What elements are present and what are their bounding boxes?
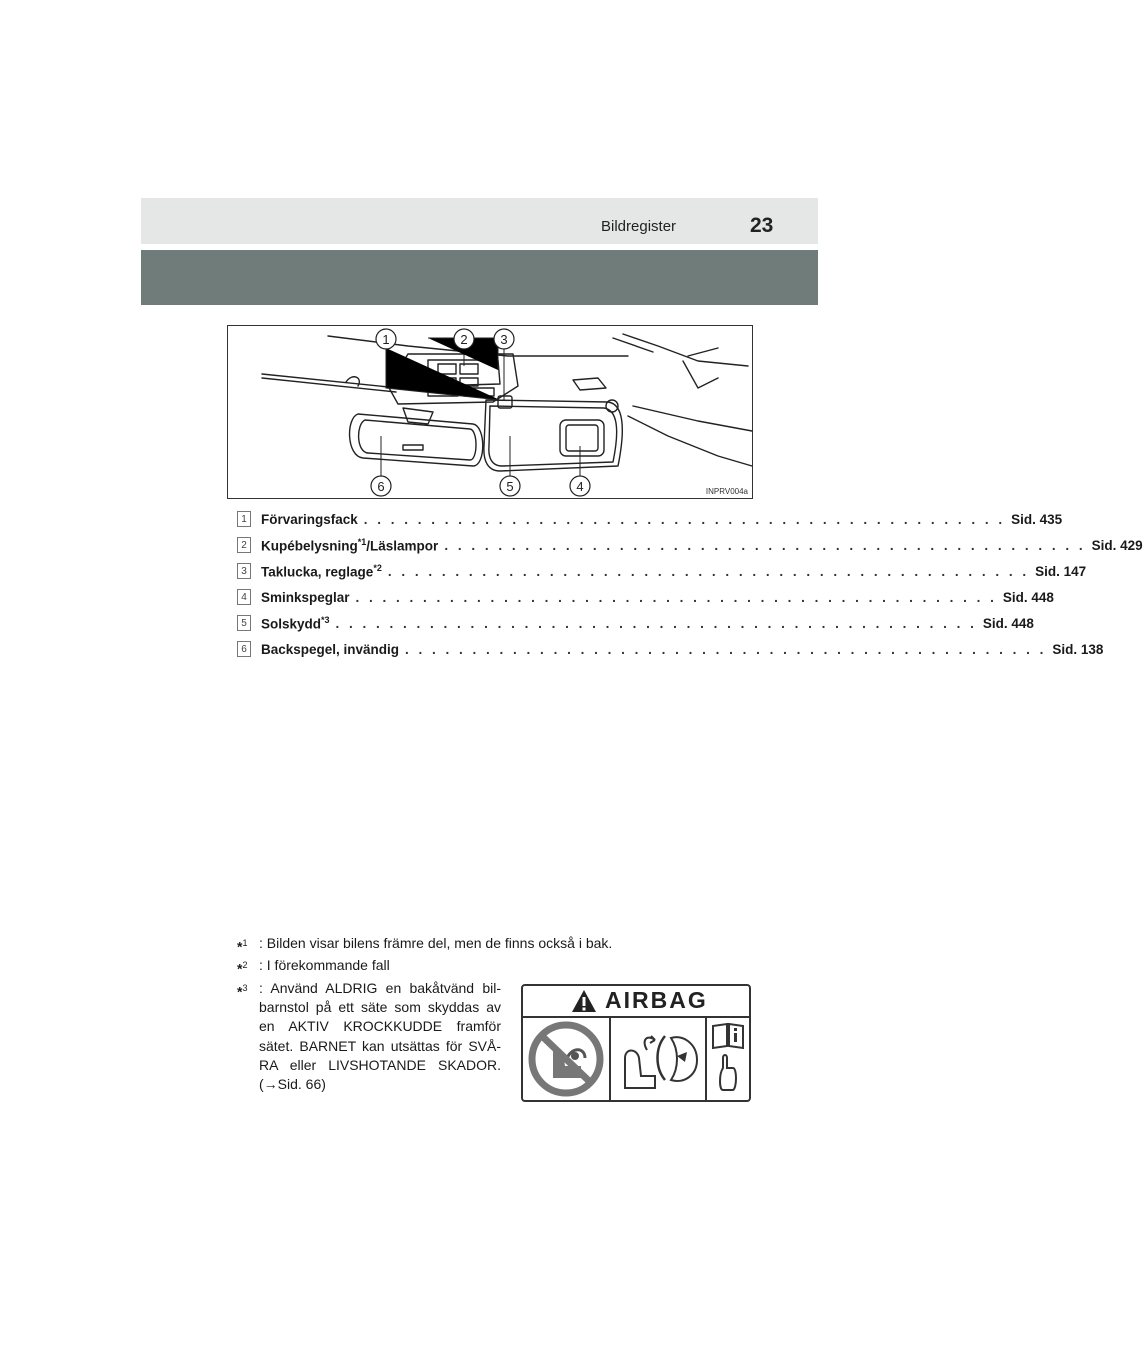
callout-6: 6 xyxy=(377,479,385,494)
page-reference[interactable]: Sid. 448 xyxy=(1002,589,1054,605)
footnote-text: : Bilden visar bilens främre del, men de finns också i bak. xyxy=(259,935,613,951)
footnotes xyxy=(237,934,737,977)
callout-1: 1 xyxy=(382,332,390,347)
airbag-deploy-icon xyxy=(609,1018,707,1100)
interior-illustration xyxy=(227,325,753,499)
dot-leader: . . . . . . . . . . . . . . . . . . . . . . . . . . . . . . . . . . . . . . . . . . . . . . . . xyxy=(355,589,997,605)
item-label: Solskydd$^{*3}$ xyxy=(261,614,330,632)
list-item xyxy=(237,558,1087,584)
footnote-2: *$^2$ : I förekommande fall xyxy=(237,956,390,977)
item-label: Förvaringsfack xyxy=(261,511,358,527)
list-item xyxy=(237,610,1034,636)
item-number: 5 xyxy=(237,615,251,631)
overhead-console-drawing xyxy=(228,326,752,498)
list-item xyxy=(237,506,1063,532)
read-manual-icon xyxy=(705,1018,751,1100)
page-reference[interactable]: Sid. 138 xyxy=(1052,641,1104,657)
item-number: 3 xyxy=(237,563,251,579)
item-number: 4 xyxy=(237,589,251,605)
dot-leader: . . . . . . . . . . . . . . . . . . . . . . . . . . . . . . . . . . . . . . . . . . . . . . . . xyxy=(335,615,977,631)
item-label: Taklucka, reglage$^{*2}$ xyxy=(261,562,382,580)
header-band xyxy=(141,198,818,244)
page-reference[interactable]: Sid. 147 xyxy=(1035,563,1087,579)
item-label: Kupébelysning$^{*1}$/Läslampor xyxy=(261,536,439,554)
page-reference[interactable]: Sid. 429 xyxy=(1091,537,1143,553)
item-number: 1 xyxy=(237,511,251,527)
list-item xyxy=(237,532,1143,558)
section-banner xyxy=(141,250,818,305)
airbag-text: AIRBAG xyxy=(605,987,708,1013)
footnote-text: : I förekommande fall xyxy=(259,956,390,973)
footnote-text: : Använd ALDRIG en bakåtvänd bil-barnstol på ett säte som skyddas av en AKTIV KROCKKUDDE framför sätet. BARNET kan utsättas för SVÅ-RA eller LIVSHOTANDE SKADOR. (→Sid. 66) xyxy=(259,980,501,1093)
callout-4: 4 xyxy=(576,479,584,494)
item-number: 6 xyxy=(237,641,251,657)
dot-leader: . . . . . . . . . . . . . . . . . . . . . . . . . . . . . . . . . . . . . . . . . . . . . . . . xyxy=(405,641,1047,657)
item-label: Backspegel, invändig xyxy=(261,641,400,657)
no-rear-facing-child-seat-icon xyxy=(523,1018,609,1100)
callout-5: 5 xyxy=(506,479,514,494)
figure-code: INPRV004a xyxy=(705,487,748,496)
callout-3: 3 xyxy=(500,332,508,347)
dot-leader: . . . . . . . . . . . . . . . . . . . . . . . . . . . . . . . . . . . . . . . . . . . . . . . . xyxy=(444,537,1086,553)
page-reference[interactable]: Sid. 435 xyxy=(1011,511,1063,527)
item-number: 2 xyxy=(237,537,251,553)
list-item xyxy=(237,584,1054,610)
footnote-3: *$^3$ : Använd ALDRIG en bakåtvänd bil-barnstol på ett säte som skyddas av en AKTIV KROCKKUDDE framför sätet. BARNET kan utsättas för SVÅ-RA eller LIVSHOTANDE SKADOR. (→Sid. 66) xyxy=(237,979,501,1094)
footnote-1: *$^1$ : Bilden visar bilens främre del, men de finns också i bak. xyxy=(237,935,613,955)
item-index-list xyxy=(237,506,1143,662)
page-reference[interactable]: Sid. 448 xyxy=(982,615,1034,631)
airbag-label-header xyxy=(523,986,749,1018)
dot-leader: . . . . . . . . . . . . . . . . . . . . . . . . . . . . . . . . . . . . . . . . . . . . . . . . xyxy=(387,563,1030,579)
section-title: Bildregister xyxy=(601,218,677,235)
page-number: 23 xyxy=(750,214,774,237)
item-label: Sminkspeglar xyxy=(261,589,350,605)
warning-triangle-icon xyxy=(569,987,599,1015)
dot-leader: . . . . . . . . . . . . . . . . . . . . . . . . . . . . . . . . . . . . . . . . . . . . . . . . xyxy=(363,511,1006,527)
airbag-warning-label xyxy=(521,984,751,1102)
list-item xyxy=(237,636,1104,662)
callout-2: 2 xyxy=(460,332,468,347)
